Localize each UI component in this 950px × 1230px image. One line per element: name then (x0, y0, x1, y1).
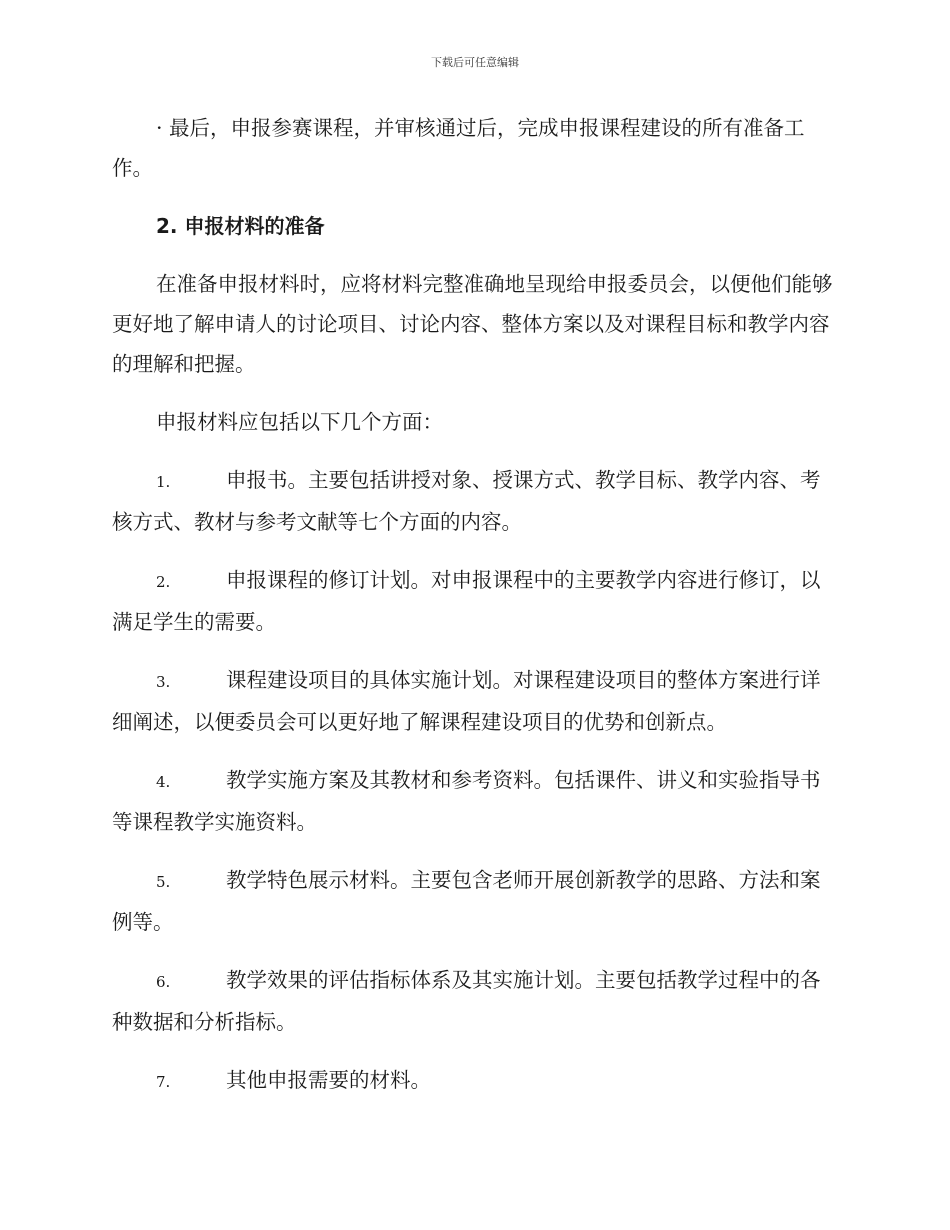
list-item (112, 560, 834, 642)
list-item-text: 课程建设项目的具体实施计划。对课程建设项目的整体方案进行详细阐述，以便委员会可以更好地了解课程建设项目的优势和创新点。 (112, 668, 821, 734)
list-item (112, 760, 834, 842)
list-item-text: 教学实施方案及其教材和参考资料。包括课件、讲义和实验指导书等课程教学实施资料。 (112, 768, 821, 834)
header-note: 下载后可任意编辑 (431, 56, 519, 69)
list-item (112, 860, 834, 942)
list-item (112, 460, 834, 542)
list-item-number: 5. (156, 873, 171, 891)
list-item-text: 教学特色展示材料。主要包含老师开展创新教学的思路、方法和案例等。 (112, 868, 821, 934)
list-item-text: 其他申报需要的材料。 (226, 1068, 431, 1092)
list-item (112, 660, 834, 742)
intro-paragraph: 在准备申报材料时，应将材料完整准确地呈现给申报委员会，以便他们能够更好地了解申请人的讨论项目、讨论内容、整体方案以及对课程目标和教学内容的理解和把握。 (112, 272, 833, 376)
list-intro: 申报材料应包括以下几个方面： (156, 410, 443, 434)
document-body (112, 108, 834, 1120)
list-item (112, 1060, 834, 1102)
list-item-number: 1. (156, 473, 171, 491)
list-item-text: 申报书。主要包括讲授对象、授课方式、教学目标、教学内容、考核方式、教材与参考文献等七个方面的内容。 (112, 468, 821, 534)
list-item-text: 教学效果的评估指标体系及其实施计划。主要包括教学过程中的各种数据和分析指标。 (112, 968, 821, 1034)
section-heading: 2. 申报材料的准备 (156, 214, 325, 238)
list-item-number: 6. (156, 973, 171, 991)
bullet-paragraph: · 最后，申报参赛课程，并审核通过后，完成申报课程建设的所有准备工作。 (112, 116, 805, 180)
list-item-number: 2. (156, 573, 171, 591)
list-item-number: 3. (156, 673, 171, 691)
list-item-number: 4. (156, 773, 171, 791)
list-item (112, 960, 834, 1042)
list-item-number: 7. (156, 1073, 171, 1091)
list-item-text: 申报课程的修订计划。对申报课程中的主要教学内容进行修订，以满足学生的需要。 (112, 568, 821, 634)
